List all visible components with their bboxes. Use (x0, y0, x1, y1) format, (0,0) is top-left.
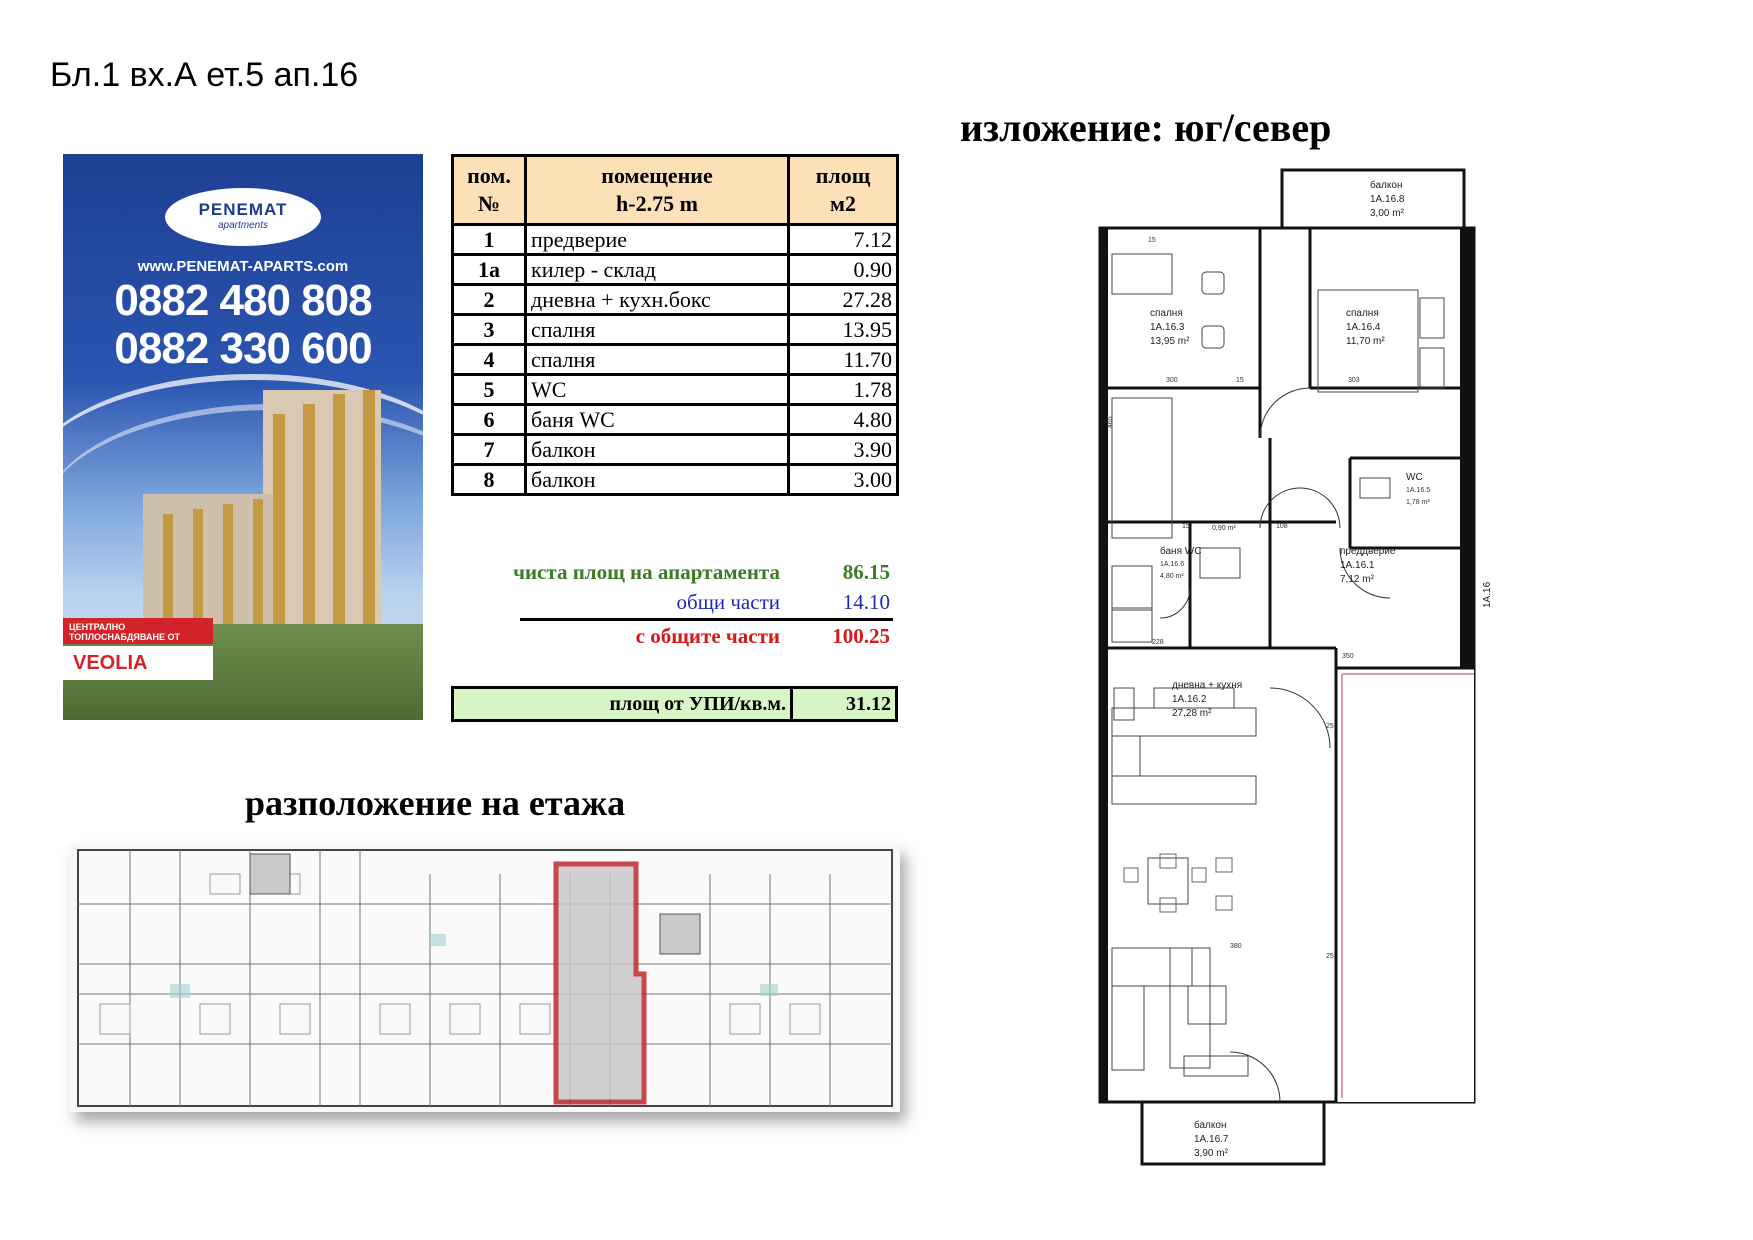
room-name: балкон (526, 435, 789, 465)
plan-bedroom-3-area: 13,95 m² (1150, 336, 1190, 347)
plan-wc-name: WC (1406, 472, 1423, 483)
room-area: 3.90 (789, 435, 898, 465)
room-number: 4 (453, 345, 526, 375)
common-area-label: общи части (676, 590, 780, 614)
upi-area-row (451, 686, 898, 722)
plan-hall-name: преддверие (1340, 546, 1396, 557)
plan-balcony-south-code: 1А.16.7 (1194, 1134, 1229, 1145)
net-area-label: чиста площ на апартамента (513, 560, 780, 584)
room-area: 27.28 (789, 285, 898, 315)
table-row (453, 225, 898, 255)
plan-bedroom-4-area: 11,70 m² (1346, 336, 1385, 347)
apartment-title: Бл.1 вх.А ет.5 ап.16 (50, 56, 359, 94)
plan-dim: 25 (1326, 953, 1334, 960)
floor-plan-drawing (70, 844, 900, 1112)
banner-phone-2: 0882 330 600 (114, 324, 372, 373)
plan-bath-code: 1А.16.6 (1160, 561, 1185, 568)
room-name: килер - склад (526, 255, 789, 285)
plan-bath-name: баня WC (1160, 546, 1202, 557)
room-area: 1.78 (789, 375, 898, 405)
plan-wc-code: 1А.16.5 (1406, 487, 1431, 494)
logo-brand: PENEMAT (198, 200, 288, 219)
total-area-label: с общите части (635, 624, 780, 648)
total-area-value: 100.25 (832, 624, 890, 648)
room-area: 7.12 (789, 225, 898, 255)
room-area: 13.95 (789, 315, 898, 345)
plan-dim: 15 (1148, 237, 1156, 244)
heating-note: ЦЕНТРАЛНО ТОПЛОСНАБДЯВАНЕ ОТ (63, 618, 213, 644)
plan-dim: 380 (1230, 943, 1242, 950)
table-row (453, 255, 898, 285)
plan-living-name: дневна + кухня (1172, 680, 1243, 691)
plan-dim: 228 (1152, 639, 1164, 646)
room-area: 4.80 (789, 405, 898, 435)
room-name: баня WC (526, 405, 789, 435)
apartment-plan (1090, 168, 1502, 1168)
room-area: 0.90 (789, 255, 898, 285)
plan-balcony-north-area: 3,00 m² (1370, 208, 1404, 219)
plan-living-code: 1А.16.2 (1172, 694, 1207, 705)
table-row (453, 375, 898, 405)
plan-dim: 465 (1107, 416, 1114, 428)
plan-dim: 350 (1342, 653, 1354, 660)
plan-bath-area: 4,80 m² (1160, 573, 1184, 580)
floor-location-title: разположение на етажа (245, 783, 626, 823)
room-number: 3 (453, 315, 526, 345)
net-area-value: 86.15 (842, 560, 890, 584)
room-name: спалня (526, 345, 789, 375)
table-row (453, 345, 898, 375)
plan-dim: 15 (1182, 523, 1190, 530)
plan-storage-area: 0,90 m² (1212, 525, 1236, 532)
room-number: 2 (453, 285, 526, 315)
room-name: предверие (526, 225, 789, 255)
ad-banner (63, 154, 423, 720)
banner-website: www.PENEMAT-APARTS.com (137, 258, 349, 275)
plan-bedroom-4-code: 1А.16.4 (1346, 322, 1381, 333)
plan-balcony-north-code: 1А.16.8 (1370, 194, 1405, 205)
room-number: 5 (453, 375, 526, 405)
banner-phone-1: 0882 480 808 (114, 276, 372, 325)
plan-apartment-tag: 1А.16 (1482, 581, 1493, 608)
room-number: 1 (453, 225, 526, 255)
plan-living-area: 27,28 m² (1172, 708, 1212, 719)
plan-bedroom-3-code: 1А.16.3 (1150, 322, 1185, 333)
room-name: спалня (526, 315, 789, 345)
table-row (453, 285, 898, 315)
upi-area-label: площ от УПИ/кв.м. (454, 689, 793, 719)
header-room-area: площ м2 (789, 156, 898, 225)
common-area-value: 14.10 (842, 590, 890, 614)
table-row (453, 405, 898, 435)
room-name: дневна + кухн.бокс (526, 285, 789, 315)
plan-dim: 25 (1326, 723, 1334, 730)
plan-bedroom-3-name: спалня (1150, 308, 1183, 319)
room-rows (453, 225, 898, 495)
plan-dim: 303 (1348, 377, 1360, 384)
plan-balcony-south-area: 3,90 m² (1194, 1148, 1228, 1159)
floor-overview-plan (70, 844, 900, 1112)
room-number: 7 (453, 435, 526, 465)
plan-balcony-south-name: балкон (1194, 1120, 1227, 1131)
table-row (453, 435, 898, 465)
room-name: балкон (526, 465, 789, 495)
plan-dim: 300 (1166, 377, 1178, 384)
penemat-logo (165, 188, 321, 246)
room-number: 1а (453, 255, 526, 285)
table-header-row (453, 156, 898, 225)
room-number: 6 (453, 405, 526, 435)
plan-hall-code: 1А.16.1 (1340, 560, 1375, 571)
summary-divider (520, 618, 893, 621)
room-area: 11.70 (789, 345, 898, 375)
plan-dim: 15 (1236, 377, 1244, 384)
upi-area-value: 31.12 (846, 693, 891, 715)
apartment-plan-drawing (1090, 168, 1502, 1168)
room-name: WC (526, 375, 789, 405)
room-number: 8 (453, 465, 526, 495)
logo-subtitle: apartments (217, 220, 269, 231)
highlighted-apartment (556, 864, 644, 1102)
plan-bedroom-4-name: спалня (1346, 308, 1379, 319)
table-row (453, 315, 898, 345)
table-row (453, 465, 898, 495)
plan-dim: 108 (1276, 523, 1288, 530)
room-area-table (451, 154, 899, 496)
plan-balcony-north-name: балкон (1370, 180, 1403, 191)
header-room-number: пом. № (453, 156, 526, 225)
room-area: 3.00 (789, 465, 898, 495)
plan-wc-area: 1,78 m² (1406, 499, 1430, 506)
header-room-name: помещение h-2.75 m (526, 156, 789, 225)
veolia-logo: VEOLIA (63, 646, 213, 680)
orientation-title: изложение: юг/север (960, 105, 1332, 150)
plan-hall-area: 7,12 m² (1340, 574, 1374, 585)
